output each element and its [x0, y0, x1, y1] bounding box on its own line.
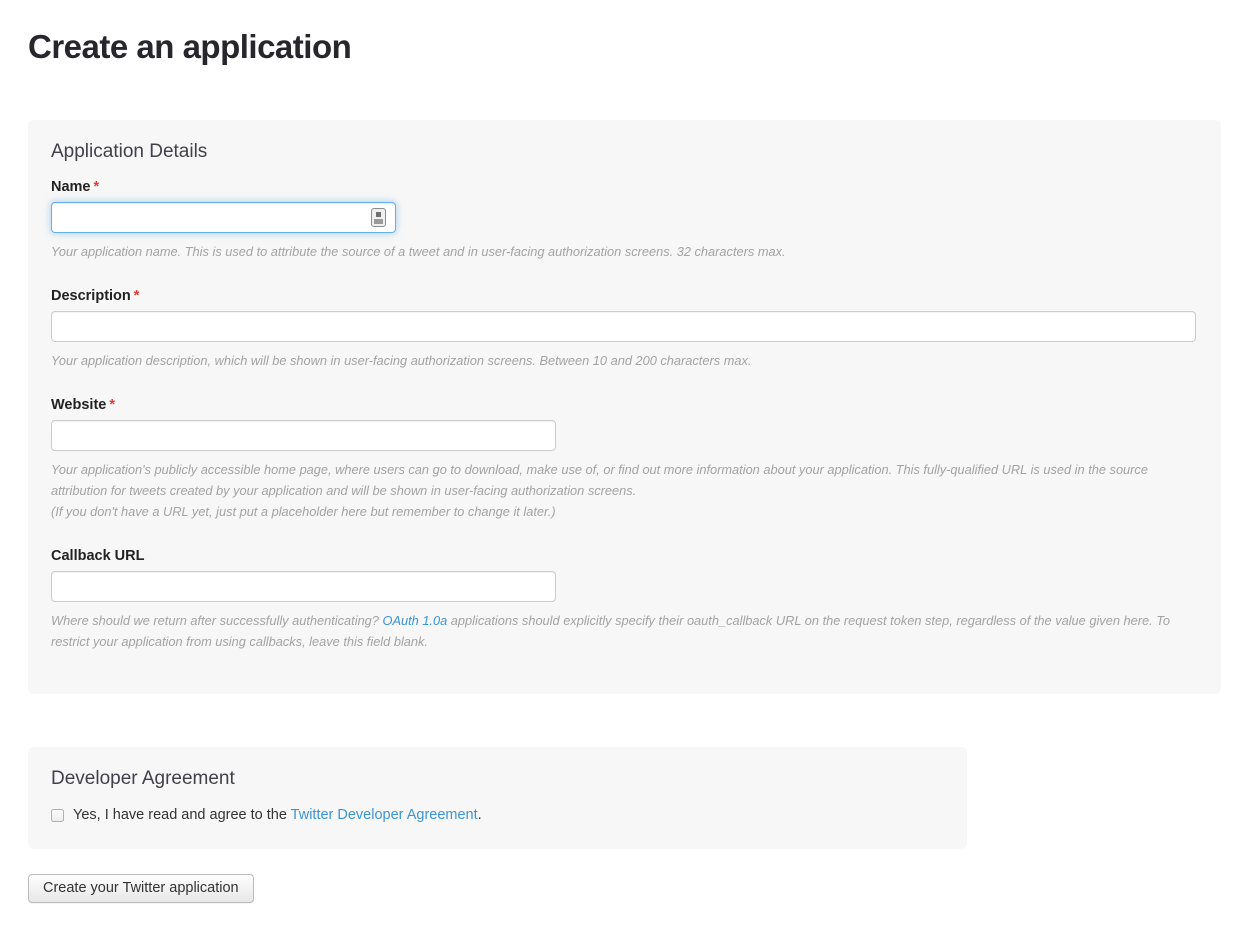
website-label-text: Website: [51, 397, 107, 413]
name-input-wrap: [51, 202, 396, 233]
description-help-text: Your application description, which will be shown in user-facing authorization screens. Between 10 and 200 characters max.: [51, 353, 752, 368]
name-label-text: Name: [51, 179, 91, 195]
callback-field-group: [51, 548, 1198, 652]
agreement-label-before: Yes, I have read and agree to the: [73, 807, 291, 823]
callback-url-label: [51, 548, 1198, 564]
name-field-group: [51, 179, 1198, 262]
name-help-text: Your application name. This is used to attribute the source of a tweet and in user-facing authorization screens. 32 characters max.: [51, 244, 786, 259]
callback-url-input[interactable]: [51, 571, 556, 602]
developer-agreement-heading: Developer Agreement: [51, 768, 235, 789]
application-details-heading: Application Details: [51, 141, 208, 162]
agreement-label: [73, 807, 482, 823]
twitter-developer-agreement-link[interactable]: Twitter Developer Agreement: [290, 807, 478, 823]
description-field-group: [51, 288, 1198, 371]
callback-help-after: applications should explicitly specify their oauth_callback URL on the request token step, regardless of the value given here. To restrict your application from using callbacks, leave this field blank.: [51, 613, 1170, 649]
required-asterisk: *: [133, 288, 140, 304]
autofill-extension-icon[interactable]: [371, 208, 386, 227]
callback-url-label-text: Callback URL: [51, 548, 145, 564]
description-input[interactable]: [51, 311, 1196, 342]
callback-help-text: [51, 610, 1198, 652]
oauth-1-0a-link[interactable]: OAuth 1.0a: [382, 613, 448, 628]
autofill-icon-glyph: [374, 219, 383, 224]
page-title: Create an application: [28, 28, 352, 65]
website-input[interactable]: [51, 420, 556, 451]
agreement-checkbox[interactable]: [51, 809, 64, 822]
website-field-group: [51, 397, 1198, 522]
website-label: [51, 397, 1198, 413]
required-asterisk: *: [93, 179, 100, 195]
name-label: [51, 179, 1198, 195]
name-input[interactable]: [51, 202, 396, 233]
description-label-text: Description: [51, 288, 131, 304]
developer-agreement-panel: [28, 747, 967, 849]
callback-help-before: Where should we return after successfully authenticating?: [51, 613, 383, 628]
autofill-icon-glyph: [376, 212, 381, 217]
required-asterisk: *: [109, 397, 115, 413]
description-label: [51, 288, 1198, 304]
agreement-row: [51, 807, 944, 823]
website-help-text: Your application's publicly accessible home page, where users can go to download, make use of, or find out more information about your application. This fully-qualified URL is used in the source attribution for tweets created by your application and will be shown in user-facing authorization screens.: [51, 462, 1148, 498]
website-help-note: (If you don't have a URL yet, just put a placeholder here but remember to change it later.): [51, 504, 556, 519]
create-application-button[interactable]: Create your Twitter application: [28, 874, 254, 903]
application-details-panel: [28, 120, 1221, 694]
agreement-label-after: .: [477, 807, 482, 823]
